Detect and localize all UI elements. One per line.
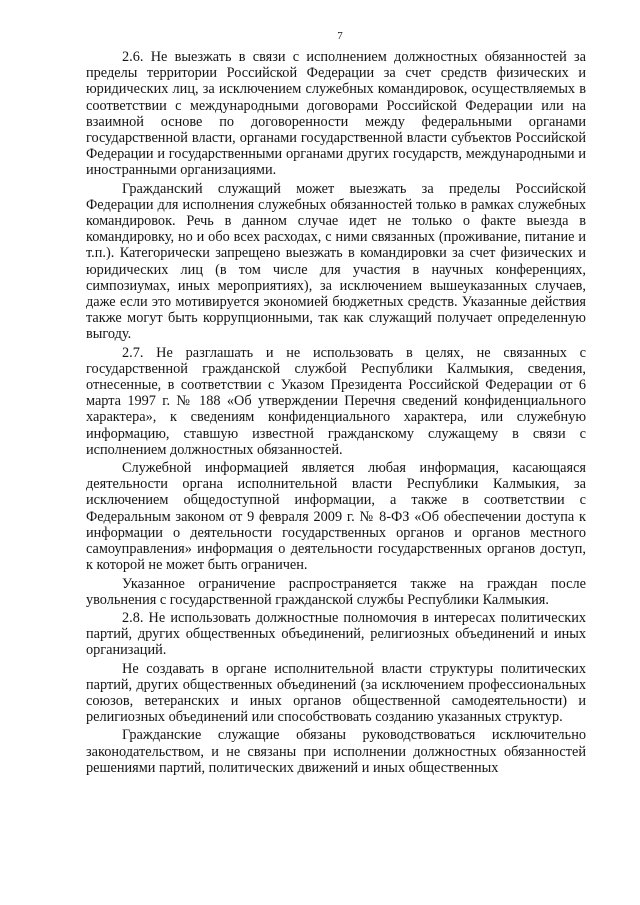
paragraph-restriction-after-dismissal: Указанное ограничение распространяется также на граждан после увольнения с государственной гражданской службы Республики Калмыкия.: [86, 575, 586, 608]
page-number: 7: [337, 30, 343, 42]
paragraph-guided-by-legislation: Гражданские служащие обязаны руководствоваться исключительно законодательством, и не связаны при исполнении должностных обязанностей решениями партий, политических движений и иных общественных: [86, 727, 586, 776]
paragraph-official-information: Служебной информацией является любая информация, касающаяся деятельности органа исполнительной власти Республики Калмыкия, за исключением общедоступной информации, а также в соответствии с Федеральным законом от 9 февраля 2009 г. № 8-ФЗ «Об обеспечении доступа к информации о деятельности государственных органов и органов местного самоуправления» информация о деятельности государственных органов доступ, к которой не может быть ограничен.: [86, 460, 586, 574]
paragraph-2-8: 2.8. Не использовать должностные полномочия в интересах политических партий, других общественных объединений, религиозных объединений и иных организаций.: [86, 609, 586, 659]
paragraph-no-political-structures: Не создавать в органе исполнительной власти структуры политических партий, других общественных объединений (за исключением профессиональных союзов, ветеранских и иных органов общественной самодеятельности) и религиозных объединений или способствовать созданию указанных структур.: [86, 660, 586, 726]
document-page: [86, 30, 586, 776]
paragraph-2-7: 2.7. Не разглашать и не использовать в целях, не связанных с государственной гражданской службой Республики Калмыкия, сведения, отнесенные, в соответствии с Указом Президента Российской Федерации от 6 марта 1997 г. № 188 «Об утверждении Перечня сведений конфиденциального характера», к сведениям конфиденциального характера, или служебную информацию, ставшую известной гражданскому служащему в связи с исполнением должностных обязанностей.: [86, 344, 586, 458]
paragraph-business-trips: Гражданский служащий может выезжать за пределы Российской Федерации для исполнения служебных обязанностей только в рамках служебных командировок. Речь в данном случае идет не только о факте выезда в командировку, но и обо всех расходах, с ними связанных (проживание, питание и т.п.). Категорически запрещено выезжать в командировки за счет физических и юридических лиц (в том числе для участия в научных конференциях, симпозиумах, иных мероприятиях), за исключением вышеуказанных случаев, даже если это мотивируется экономией бюджетных средств. Указанные действия также могут быть коррупционными, так как служащий получает определенную выгоду.: [86, 180, 586, 343]
paragraph-2-6: 2.6. Не выезжать в связи с исполнением должностных обязанностей за пределы территории Российской Федерации за счет средств физических и юридических лиц, за исключением служебных командировок, осуществляемых в соответствии с международными договорами Российской Федерации или на взаимной основе по договоренности между федеральными органами государственной власти, органами государственной власти субъектов Российской Федерации и государственными органами других государств, международными и иностранными организациями.: [86, 49, 586, 179]
